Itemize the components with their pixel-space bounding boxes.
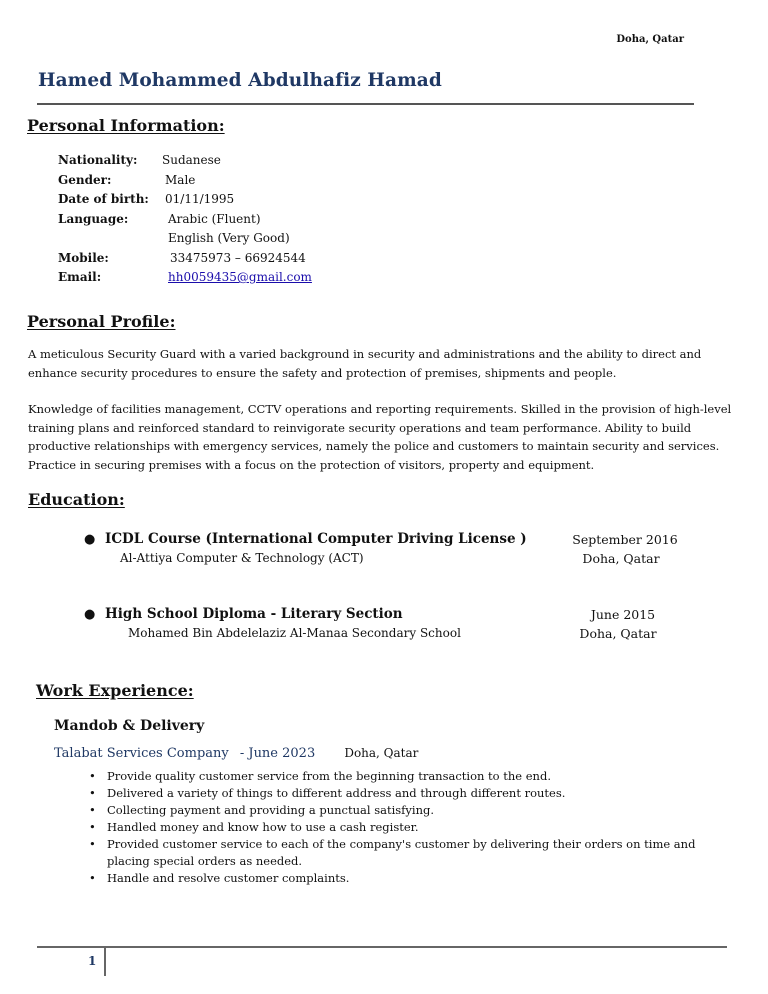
mobile-value: 33475973 – 66924544 xyxy=(170,251,306,265)
duty-text: Handled money and know how to use a cash register. xyxy=(107,820,419,834)
list-item xyxy=(89,870,729,887)
language-value-2: English (Very Good) xyxy=(168,231,290,245)
profile-paragraph-2: Knowledge of facilities management, CCTV operations and reporting requirements. Skilled in the provision of high-level training plans and reinforced standard to reinvigorate security operations and team performance. Ability to build productive relationships with emergency services, namely the police and customers to maintain security and services. Practice in securing premises with a focus on the protection of visitors, property and equipment. xyxy=(28,402,732,472)
education-item-institution: Al-Attiya Computer & Technology (ACT) xyxy=(120,551,364,565)
duty-text: Provided customer service to each of the company's customer by delivering their orders on time and placing special orders as needed. xyxy=(107,837,696,868)
job-date: - June 2023 xyxy=(239,746,316,761)
page-number: 1 xyxy=(88,954,97,968)
profile-title: Personal Profile: xyxy=(27,312,176,331)
list-item xyxy=(89,802,729,819)
personal-info-title: Personal Information: xyxy=(27,116,225,135)
profile-paragraph-1: A meticulous Security Guard with a varied background in security and administrations and the ability to direct and enhance security procedures to ensure the safety and protection of premises, shipments and people. xyxy=(28,347,702,380)
education-item-title: High School Diploma - Literary Section xyxy=(105,606,403,622)
mobile-label: Mobile: xyxy=(58,251,109,265)
job-company: Talabat Services Company xyxy=(54,746,229,761)
bullet-icon: • xyxy=(89,803,96,817)
footer-divider xyxy=(37,946,727,948)
language-label: Language: xyxy=(58,212,129,226)
email-label: Email: xyxy=(58,270,102,284)
education-item-location: Doha, Qatar xyxy=(582,551,660,566)
bullet-icon: ● xyxy=(84,607,96,622)
bullet-icon: • xyxy=(89,820,96,834)
list-item xyxy=(89,768,729,785)
email-link[interactable]: hh0059435@gmail.com xyxy=(168,270,312,284)
work-title: Work Experience: xyxy=(36,681,194,700)
bullet-icon: ● xyxy=(84,532,96,547)
dob-value: 01/11/1995 xyxy=(165,192,235,206)
bullet-icon: • xyxy=(89,871,96,885)
bullet-icon: • xyxy=(89,786,96,800)
language-value-1: Arabic (Fluent) xyxy=(168,212,261,226)
education-item-title: ICDL Course (International Computer Driving License ) xyxy=(105,531,527,547)
duty-text: Provide quality customer service from the beginning transaction to the end. xyxy=(107,769,551,783)
gender-value: Male xyxy=(165,173,196,187)
nationality-label: Nationality: xyxy=(58,153,138,167)
bullet-icon: • xyxy=(89,769,96,783)
education-item-date: September 2016 xyxy=(572,532,678,547)
list-item xyxy=(89,785,729,802)
job-location: Doha, Qatar xyxy=(344,746,419,760)
list-item xyxy=(89,819,729,836)
footer-vertical-bar xyxy=(104,948,106,976)
job-meta xyxy=(54,742,418,761)
education-item-institution: Mohamed Bin Abdelelaziz Al-Manaa Secondary School xyxy=(128,626,461,640)
duty-text: Handle and resolve customer complaints. xyxy=(107,871,350,885)
nationality-value: Sudanese xyxy=(162,153,221,167)
education-item-date: June 2015 xyxy=(590,607,656,622)
name-divider xyxy=(37,103,694,105)
gender-label: Gender: xyxy=(58,173,112,187)
header-location: Doha, Qatar xyxy=(616,34,684,45)
duty-text: Collecting payment and providing a punctual satisfying. xyxy=(107,803,435,817)
education-item-location: Doha, Qatar xyxy=(579,626,657,641)
dob-label: Date of birth: xyxy=(58,192,149,206)
job-title: Mandob & Delivery xyxy=(54,718,205,734)
duty-text: Delivered a variety of things to different address and through different routes. xyxy=(107,786,566,800)
duties-list xyxy=(89,768,729,887)
list-item xyxy=(89,836,729,870)
candidate-name: Hamed Mohammed Abdulhafiz Hamad xyxy=(38,70,442,91)
bullet-icon: • xyxy=(89,837,96,851)
education-title: Education: xyxy=(28,490,125,509)
